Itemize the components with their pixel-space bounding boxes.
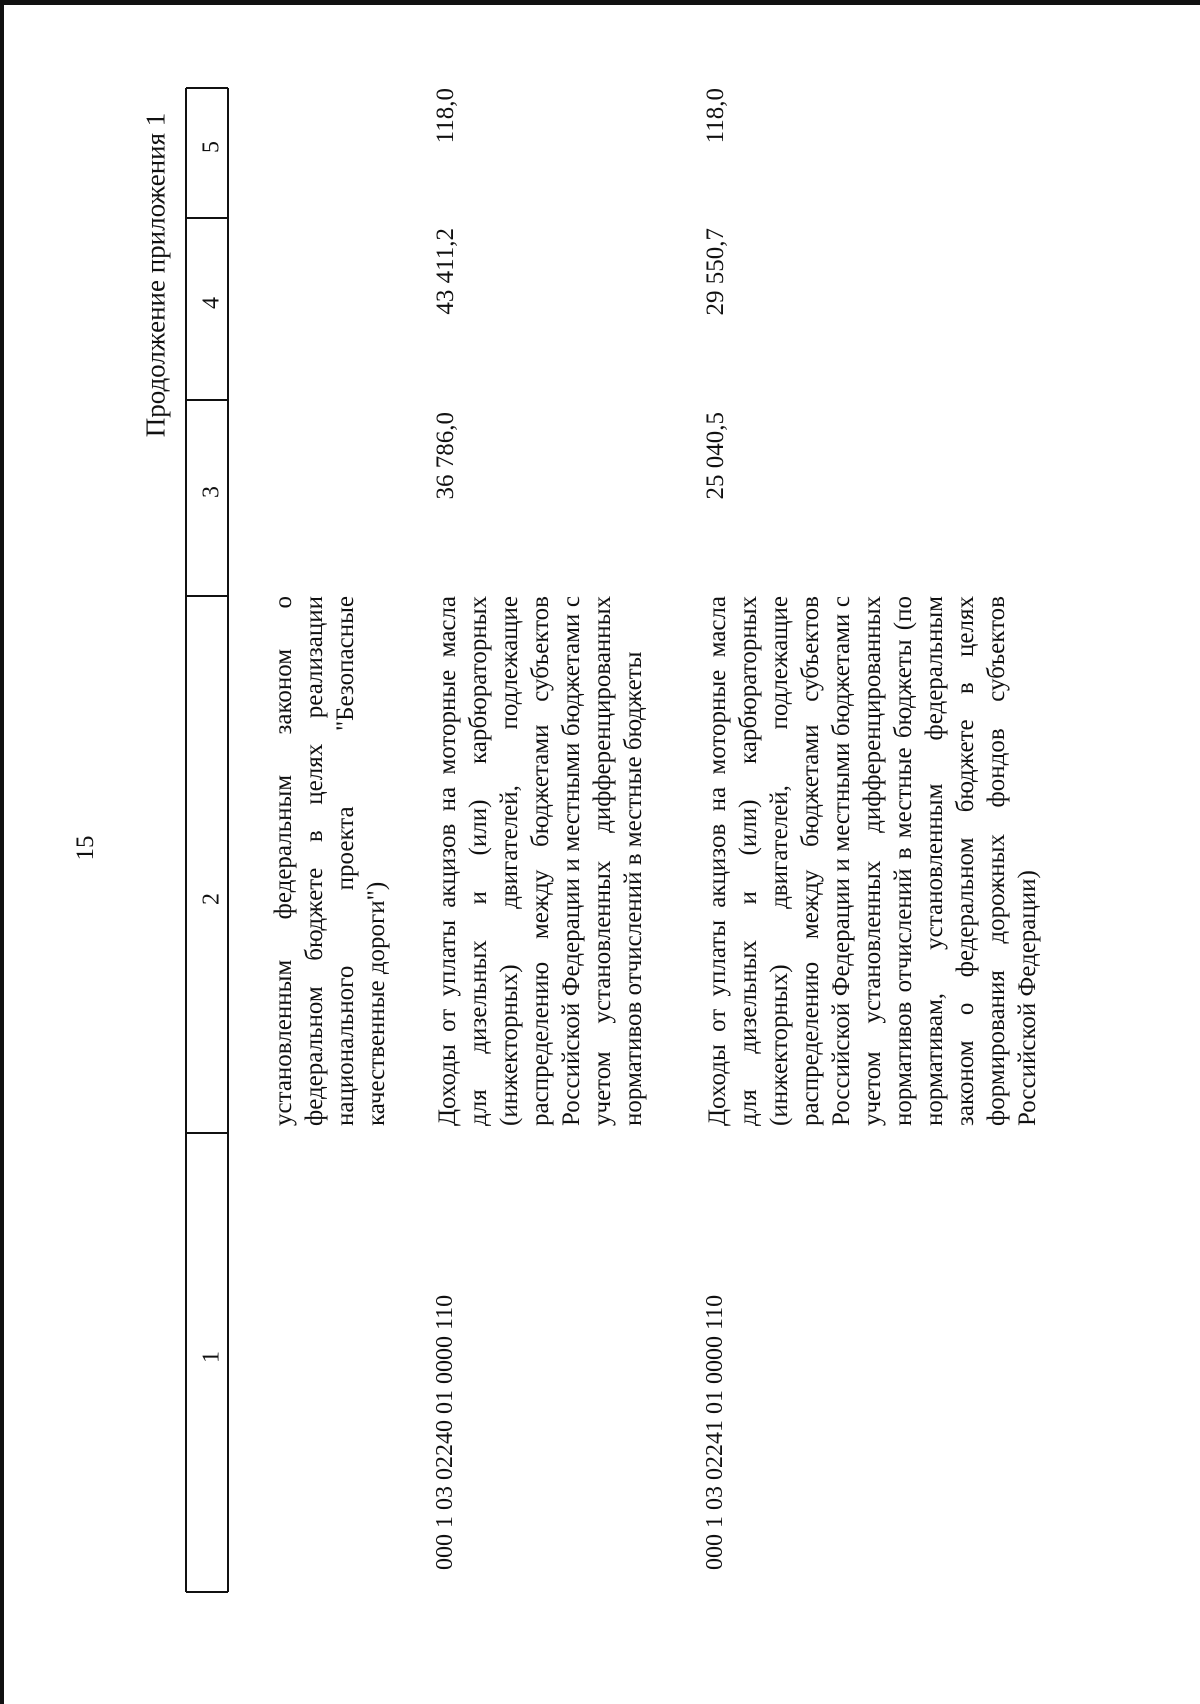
row-1-col4: 43 411,2	[432, 228, 459, 315]
row-2-col4: 29 550,7	[702, 228, 729, 316]
row-2-code: 000 1 03 02241 01 0000 110	[702, 1294, 728, 1570]
row-2-col5: 118,0	[702, 88, 729, 144]
row-1-name: Доходы от уплаты акцизов на моторные масла для дизельных и (или) карбюраторных (инжекторных) двигателей, подлежащие распределению между бюджетами субъектов Российской Федерации и местными бюджетами с учетом установленных дифференцированных нормативов отчислений в местные бюджеты	[434, 596, 647, 1126]
continuation-text: установленным федеральным законом о федеральном бюджете в целях реализации национального проекта "Безопасные качественные дороги")	[270, 596, 390, 1126]
row-1-col5: 118,0	[432, 88, 459, 144]
page-number: 15	[72, 835, 99, 861]
caption: Продолжение приложения 1	[140, 112, 171, 438]
row-1-code: 000 1 03 02240 01 0000 110	[432, 1294, 458, 1570]
row-2-name: Доходы от уплаты акцизов на моторные масла для дизельных и (или) карбюраторных (инжекторных) двигателей, подлежащие распределению между бюджетами субъектов Российской Федерации и местными бюджетами с учетом установленных дифференцированных нормативов отчислений в местные бюджеты (по нормативам, установленным федеральным законом о федеральном бюджете в целях формирования дорожных фондов субъектов Российской Федерации)	[704, 596, 1041, 1126]
row-2-col3: 25 040,5	[702, 412, 729, 500]
row-1-col3: 36 786,0	[432, 412, 459, 500]
